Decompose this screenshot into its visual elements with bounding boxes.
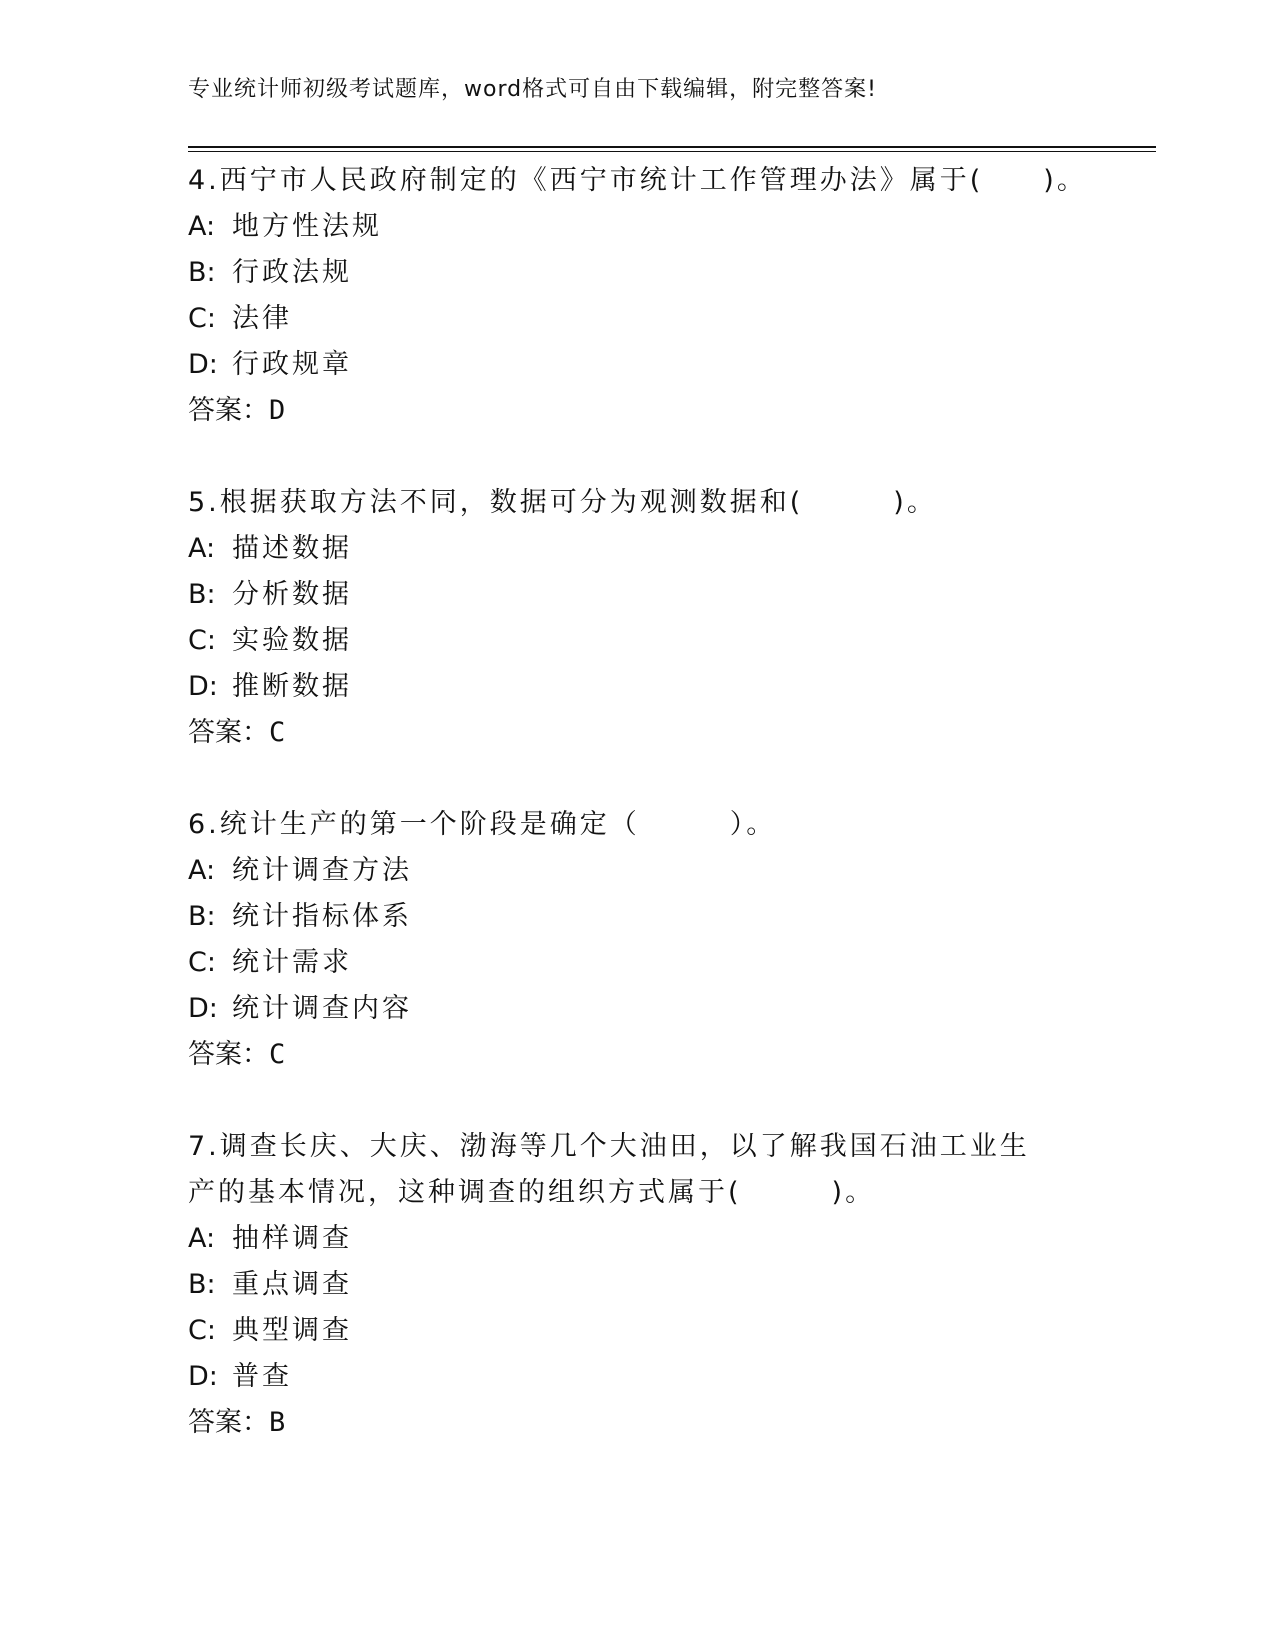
option-c bbox=[188, 618, 1148, 664]
option-d bbox=[188, 986, 1148, 1032]
option-text: 统计需求 bbox=[232, 947, 352, 978]
question-text: 4.西宁市人民政府制定的《西宁市统计工作管理办法》属于( )。 bbox=[188, 165, 1087, 196]
question-4 bbox=[188, 158, 1148, 434]
option-label: B: bbox=[188, 257, 216, 288]
answer-value: C bbox=[269, 717, 286, 748]
option-text: 分析数据 bbox=[232, 579, 352, 610]
option-label: B: bbox=[188, 579, 216, 610]
option-text: 重点调查 bbox=[232, 1269, 352, 1300]
option-label: D: bbox=[188, 1361, 218, 1392]
question-text: 7.调查长庆、大庆、渤海等几个大油田，以了解我国石油工业生产的基本情况，这种调查的组织方式属于( )。 bbox=[188, 1131, 1030, 1208]
option-text: 描述数据 bbox=[232, 533, 352, 564]
option-text: 统计调查内容 bbox=[232, 993, 412, 1024]
option-c bbox=[188, 296, 1148, 342]
option-label: A: bbox=[188, 533, 216, 564]
question-list bbox=[188, 158, 1148, 1492]
option-label: B: bbox=[188, 901, 216, 932]
option-a bbox=[188, 526, 1148, 572]
answer-prefix: 答案： bbox=[188, 1039, 269, 1070]
option-label: D: bbox=[188, 671, 218, 702]
option-b bbox=[188, 1262, 1148, 1308]
option-a bbox=[188, 1216, 1148, 1262]
option-text: 统计调查方法 bbox=[232, 855, 412, 886]
option-text: 实验数据 bbox=[232, 625, 352, 656]
option-label: C: bbox=[188, 1315, 216, 1346]
option-b bbox=[188, 572, 1148, 618]
option-label: A: bbox=[188, 855, 216, 886]
option-c bbox=[188, 1308, 1148, 1354]
question-6 bbox=[188, 802, 1148, 1078]
answer-line bbox=[188, 388, 1148, 434]
option-text: 统计指标体系 bbox=[232, 901, 412, 932]
question-text: 5.根据获取方法不同，数据可分为观测数据和( )。 bbox=[188, 487, 937, 518]
option-text: 行政法规 bbox=[232, 257, 352, 288]
option-text: 普查 bbox=[232, 1361, 292, 1392]
option-label: D: bbox=[188, 993, 218, 1024]
option-label: C: bbox=[188, 947, 216, 978]
option-label: B: bbox=[188, 1269, 216, 1300]
answer-prefix: 答案： bbox=[188, 395, 269, 426]
option-d bbox=[188, 1354, 1148, 1400]
answer-value: C bbox=[269, 1039, 286, 1070]
option-label: A: bbox=[188, 1223, 216, 1254]
option-a bbox=[188, 204, 1148, 250]
header-rule bbox=[188, 146, 1156, 152]
option-label: D: bbox=[188, 349, 218, 380]
option-label: C: bbox=[188, 625, 216, 656]
answer-line bbox=[188, 1032, 1148, 1078]
option-text: 抽样调查 bbox=[232, 1223, 352, 1254]
option-a bbox=[188, 848, 1148, 894]
option-text: 地方性法规 bbox=[232, 211, 382, 242]
answer-value: B bbox=[269, 1407, 286, 1438]
option-b bbox=[188, 250, 1148, 296]
option-label: A: bbox=[188, 211, 216, 242]
page-header: 专业统计师初级考试题库，word格式可自由下载编辑，附完整答案! bbox=[188, 77, 877, 102]
option-text: 推断数据 bbox=[232, 671, 352, 702]
answer-prefix: 答案： bbox=[188, 1407, 269, 1438]
option-d bbox=[188, 342, 1148, 388]
answer-prefix: 答案： bbox=[188, 717, 269, 748]
option-c bbox=[188, 940, 1148, 986]
question-text: 6.统计生产的第一个阶段是确定（ ）。 bbox=[188, 809, 777, 840]
option-text: 典型调查 bbox=[232, 1315, 352, 1346]
question-5 bbox=[188, 480, 1148, 756]
question-7 bbox=[188, 1124, 1148, 1446]
option-label: C: bbox=[188, 303, 216, 334]
answer-line bbox=[188, 710, 1148, 756]
answer-value: D bbox=[269, 395, 286, 426]
option-d bbox=[188, 664, 1148, 710]
option-text: 行政规章 bbox=[232, 349, 352, 380]
answer-line bbox=[188, 1400, 1148, 1446]
option-text: 法律 bbox=[232, 303, 292, 334]
option-b bbox=[188, 894, 1148, 940]
